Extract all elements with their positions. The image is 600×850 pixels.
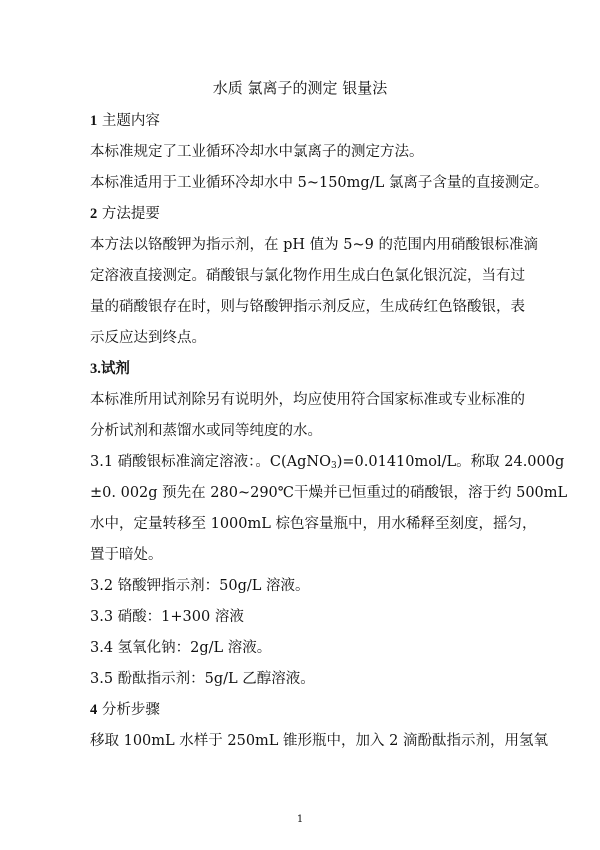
section-heading-text: 主题内容: [97, 113, 160, 129]
document-body: [90, 106, 568, 757]
section-heading-3: [90, 354, 520, 385]
section-heading-2: [90, 199, 520, 230]
paragraph-line: 移取 100mL 水样于 250mL 锥形瓶中，加入 2 滴酚酞指示剂，用氢氧: [90, 733, 548, 749]
paragraph-line: 本标准所用试剂除另有说明外，均应使用符合国家标准或专业标准的: [90, 392, 525, 408]
paragraph-line: 置于暗处。: [90, 547, 163, 563]
paragraph-line: 定溶液直接测定。硝酸银与氯化物作用生成白色氯化银沉淀，当有过: [90, 268, 525, 284]
page-number: 1: [296, 814, 304, 825]
reagent-item: 3.2 铬酸钾指示剂：50g/L 溶液。: [90, 578, 310, 594]
reagent-3-1-line: [90, 447, 565, 478]
document-title: 水质 氯离子的测定 银量法: [212, 79, 388, 97]
section-heading-4: [90, 695, 520, 726]
reagent-text: )=0.01410mol/L。称取 24.000g: [336, 454, 565, 470]
section-number: 2: [90, 206, 98, 222]
section-number: 1: [90, 113, 98, 129]
section-number: 4: [90, 702, 98, 718]
reagent-item: 3.5 酚酞指示剂：5g/L 乙醇溶液。: [90, 671, 315, 687]
paragraph-line: 水中，定量转移至 1000mL 棕色容量瓶中，用水稀释至刻度，摇匀，: [90, 516, 537, 532]
paragraph-line: 本标准适用于工业循环冷却水中 5~150mg/L 氯离子含量的直接测定。: [90, 175, 549, 191]
section-number: 3.: [90, 361, 101, 377]
section-heading-1: [90, 106, 520, 137]
paragraph-line: 量的硝酸银存在时，则与铬酸钾指示剂反应，生成砖红色铬酸银，表: [90, 299, 525, 315]
paragraph-line: 本标准规定了工业循环冷却水中氯离子的测定方法。: [90, 144, 424, 160]
section-heading-text: 试剂: [100, 361, 130, 377]
subscript: 3: [331, 461, 337, 471]
paragraph-line: 示反应达到终点。: [90, 330, 206, 346]
paragraph-line: ±0. 002g 预先在 280~290℃干燥并已恒重过的硝酸银，溶于约 500mL: [90, 485, 568, 501]
section-heading-text: 方法提要: [97, 206, 160, 222]
reagent-item: 3.3 硝酸：1+300 溶液: [90, 609, 244, 625]
reagent-text: 3.1 硝酸银标准滴定溶液：。C(AgNO: [90, 454, 331, 470]
paragraph-line: 本方法以铬酸钾为指示剂，在 pH 值为 5~9 的范围内用硝酸银标准滴: [90, 237, 538, 253]
section-heading-text: 分析步骤: [97, 702, 160, 718]
reagent-item: 3.4 氢氧化钠：2g/L 溶液。: [90, 640, 272, 656]
paragraph-line: 分析试剂和蒸馏水或同等纯度的水。: [90, 423, 322, 439]
